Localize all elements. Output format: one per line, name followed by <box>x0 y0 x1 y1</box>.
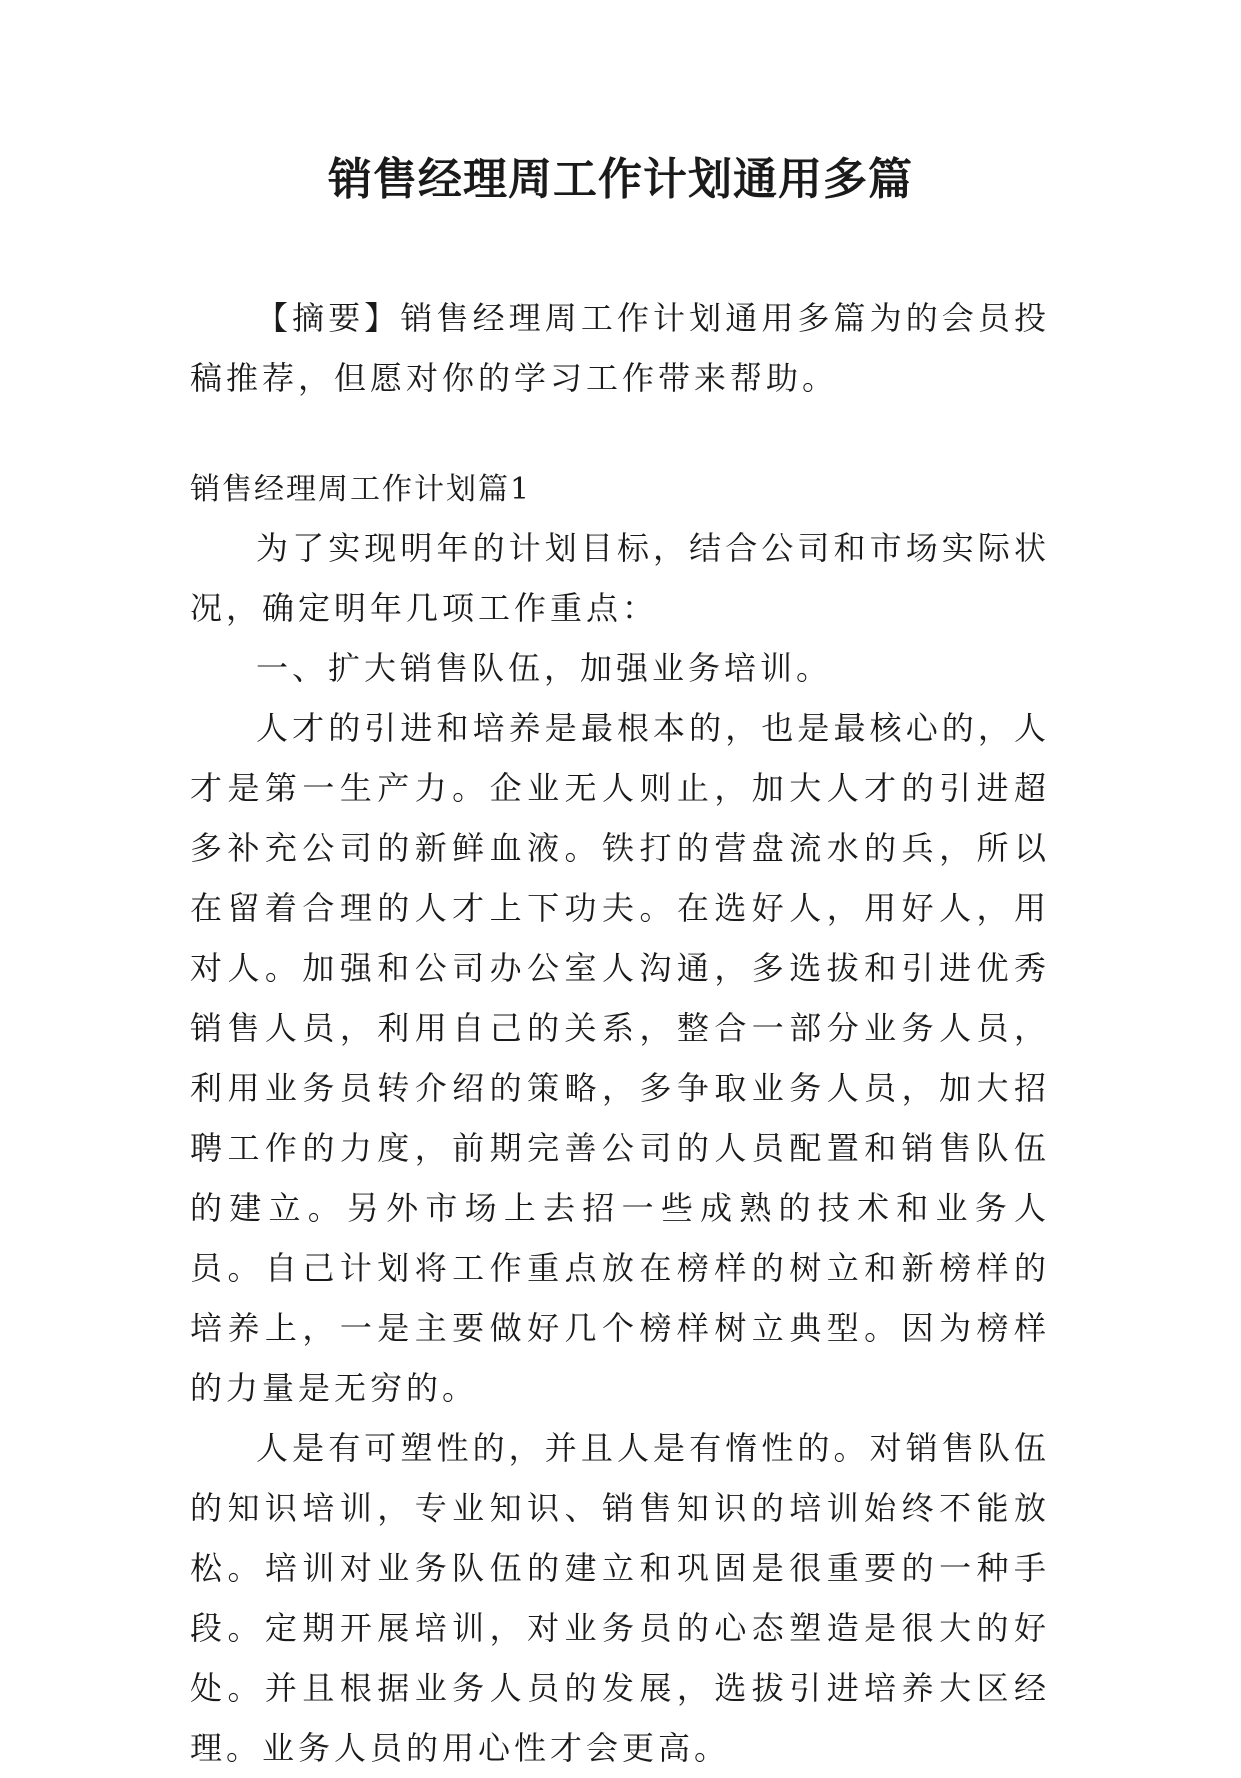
section-title: 销售经理周工作计划篇1 <box>190 472 532 507</box>
section-body <box>190 518 1050 1778</box>
paragraph: 为了实现明年的计划目标，结合公司和市场实际状况，确定明年几项工作重点： <box>190 529 1050 627</box>
document-title: 销售经理周工作计划通用多篇 <box>328 154 913 205</box>
paragraph: 一、扩大销售队伍，加强业务培训。 <box>256 649 833 687</box>
paragraph: 人才的引进和培养是最根本的，也是最核心的，人才是第一生产力。企业无人则止，加大人才的引进超多补充公司的新鲜血液。铁打的营盘流水的兵，所以在留着合理的人才上下功夫。在选好人，用好人，用对人。加强和公司办公室人沟通，多选拔和引进优秀销售人员，利用自己的关系，整合一部分业务人员，利用业务员转介绍的策略，多争取业务人员，加大招聘工作的力度，前期完善公司的人员配置和销售队伍的建立。另外市场上去招一些成熟的技术和业务人员。自己计划将工作重点放在榜样的树立和新榜样的培养上，一是主要做好几个榜样树立典型。因为榜样的力量是无穷的。 <box>190 709 1050 1407</box>
paragraph: 人是有可塑性的，并且人是有惰性的。对销售队伍的知识培训，专业知识、销售知识的培训始终不能放松。培训对业务队伍的建立和巩固是很重要的一种手段。定期开展培训，对业务员的心态塑造是很大的好处。并且根据业务人员的发展，选拔引进培养大区经理。业务人员的用心性才会更高。 <box>190 1429 1050 1767</box>
abstract-paragraph: 【摘要】销售经理周工作计划通用多篇为的会员投稿推荐，但愿对你的学习工作带来帮助。 <box>190 299 1050 397</box>
